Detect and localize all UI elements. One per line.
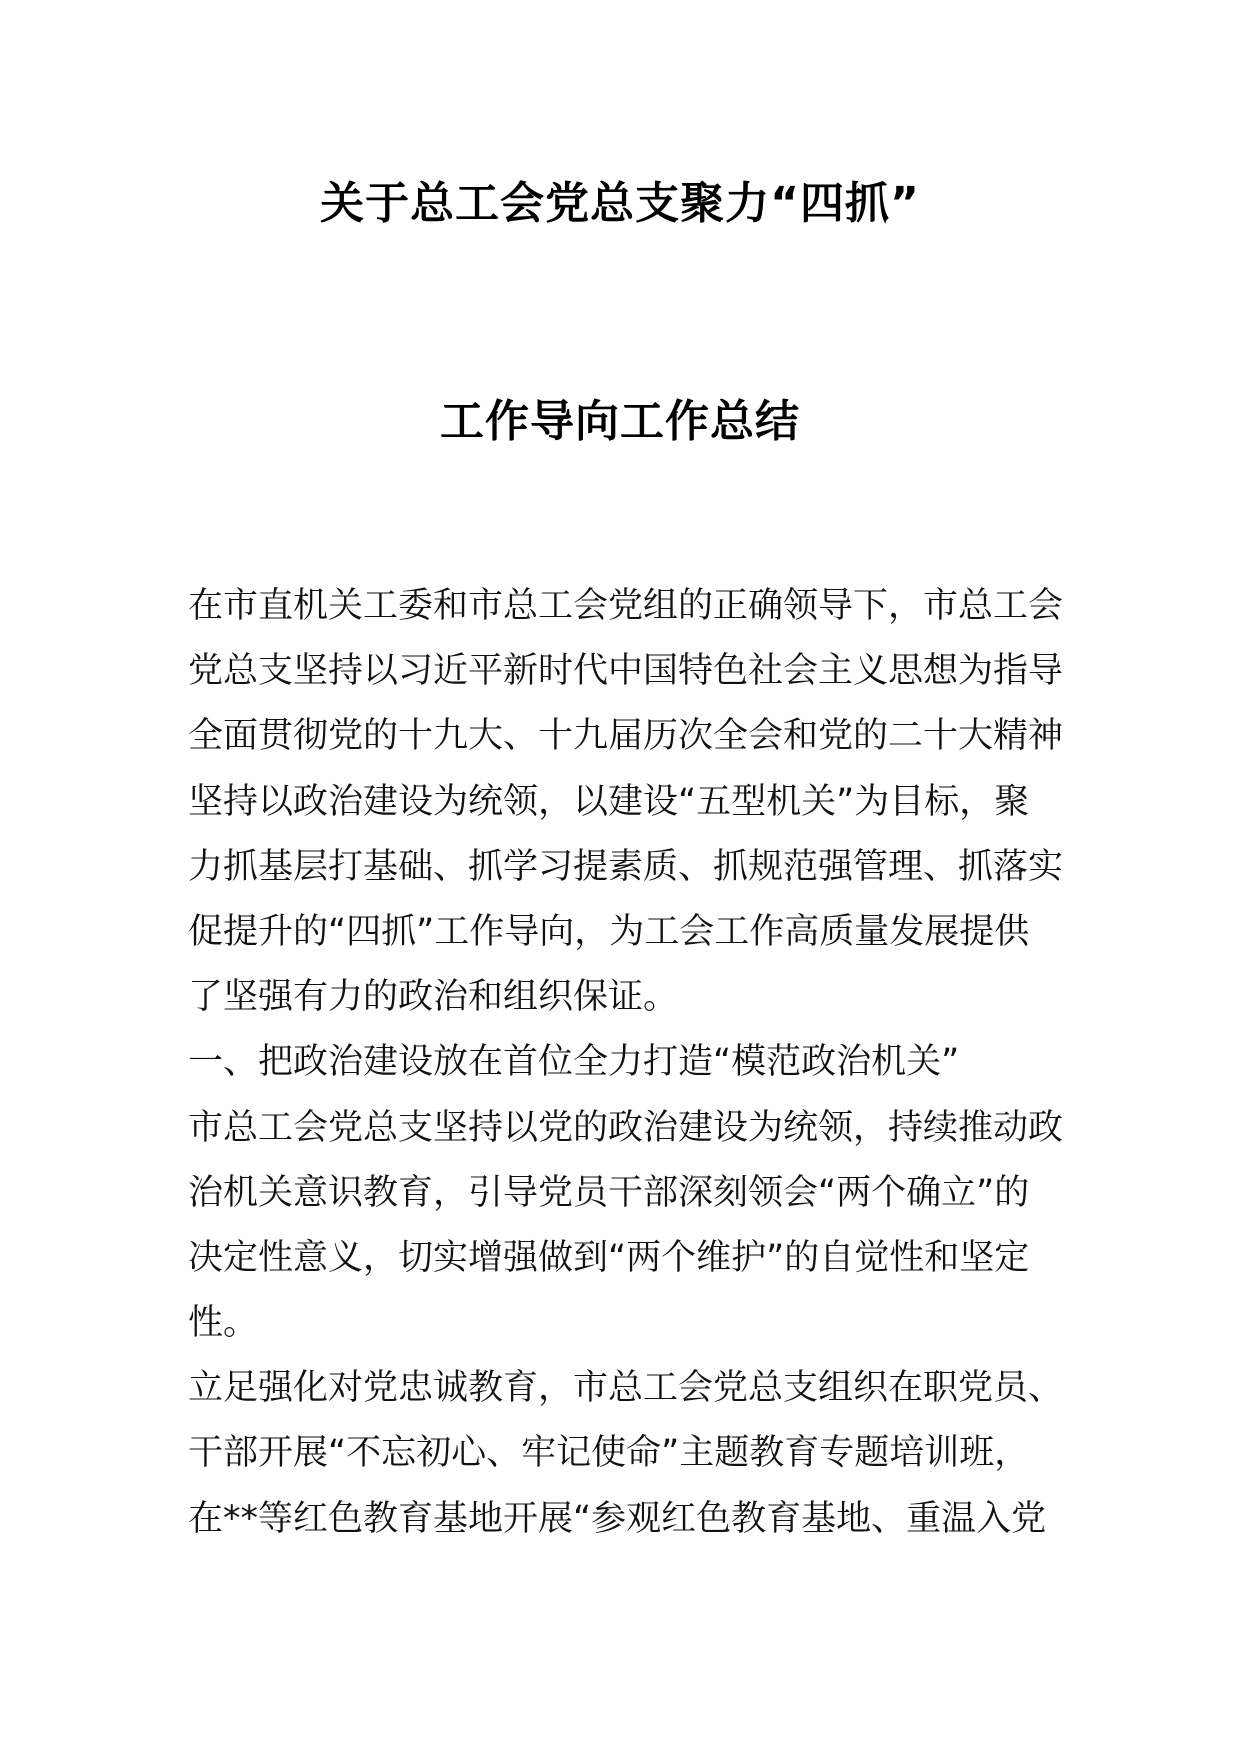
body-line: 在**等红色教育基地开展“参观红色教育基地、重温入党 — [188, 1498, 1047, 1539]
document-body — [188, 574, 1064, 1552]
body-line: 干部开展“不忘初心、牢记使命”主题教育专题培训班， — [188, 1433, 1030, 1474]
document-title-line-2: 工作导向工作总结 — [440, 396, 800, 447]
body-line: 全面贯彻党的十九大、十九届历次全会和党的二十大精神 — [188, 716, 1064, 757]
document-title-line-1: 关于总工会党总支聚力“四抓” — [320, 178, 920, 229]
body-line: 在市直机关工委和市总工会党组的正确领导下，市总工会 — [188, 586, 1064, 626]
body-line: 党总支坚持以习近平新时代中国特色社会主义思想为指导 — [188, 651, 1064, 692]
body-line: 促提升的“四抓”工作导向，为工会工作高质量发展提供 — [188, 911, 1030, 952]
body-line: 性。 — [188, 1303, 259, 1344]
section-heading: 一、把政治建设放在首位全力打造“模范政治机关” — [188, 1042, 960, 1083]
body-line: 了坚强有力的政治和组织保证。 — [188, 977, 679, 1018]
body-line: 立足强化对党忠诚教育，市总工会党总支组织在职党员、 — [188, 1368, 1064, 1409]
body-line: 决定性意义，切实增强做到“两个维护”的自觉性和坚定 — [188, 1237, 1030, 1278]
body-line: 市总工会党总支坚持以党的政治建设为统领，持续推动政 — [188, 1107, 1064, 1148]
body-line: 治机关意识教育，引导党员干部深刻领会“两个确立”的 — [188, 1172, 1030, 1213]
body-line: 力抓基层打基础、抓学习提素质、抓规范强管理、抓落实 — [188, 846, 1064, 887]
body-line: 坚持以政治建设为统领，以建设“五型机关”为目标，聚 — [188, 781, 1030, 822]
